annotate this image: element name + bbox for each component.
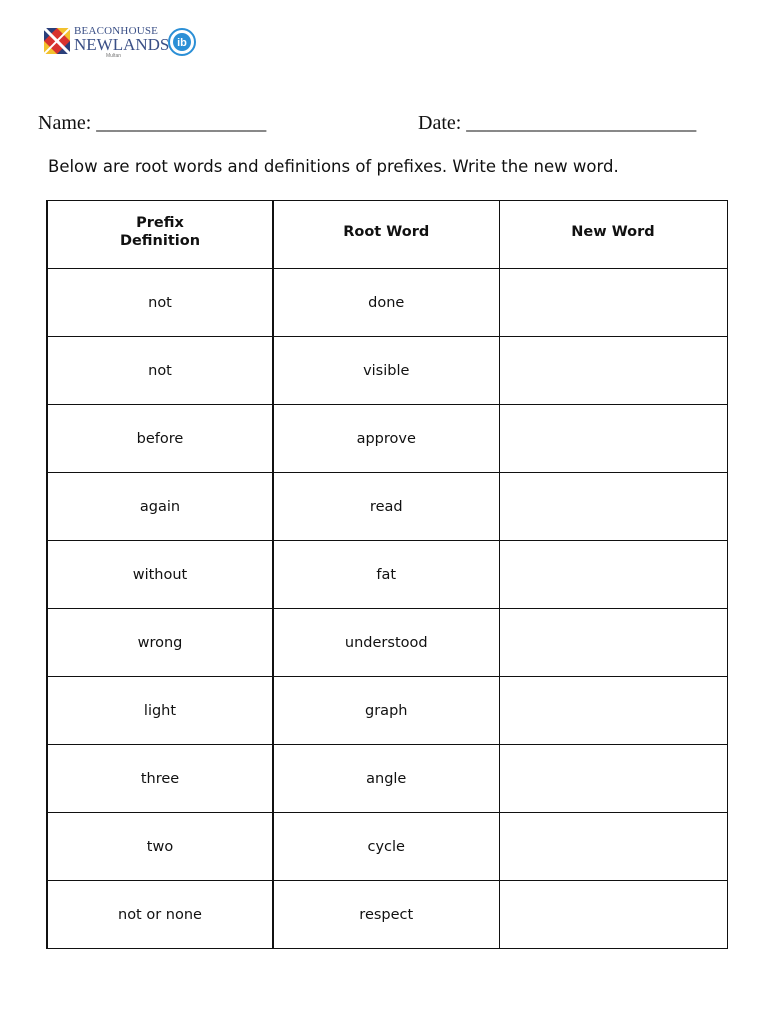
- prefix-cell: two: [47, 813, 273, 881]
- prefix-cell: wrong: [47, 609, 273, 677]
- root-cell: fat: [273, 541, 499, 609]
- prefix-cell: three: [47, 745, 273, 813]
- new-word-cell[interactable]: [499, 677, 727, 745]
- table-row: [47, 473, 727, 541]
- root-cell: cycle: [273, 813, 499, 881]
- table-row: [47, 813, 727, 881]
- prefix-cell: not: [47, 269, 273, 337]
- new-word-cell[interactable]: [499, 745, 727, 813]
- header-prefix-line1: Prefix: [136, 214, 184, 231]
- table-row: [47, 745, 727, 813]
- prefix-cell: light: [47, 677, 273, 745]
- name-field[interactable]: Name: _________________: [38, 112, 267, 134]
- prefix-cell: without: [47, 541, 273, 609]
- new-word-cell[interactable]: [499, 609, 727, 677]
- prefix-cell: not or none: [47, 881, 273, 949]
- logo-text-main: NEWLANDS: [74, 35, 170, 54]
- new-word-cell[interactable]: [499, 337, 727, 405]
- root-cell: visible: [273, 337, 499, 405]
- crest-icon: [44, 28, 70, 54]
- new-word-cell[interactable]: [499, 269, 727, 337]
- new-word-cell[interactable]: [499, 813, 727, 881]
- svg-text:ib: ib: [177, 37, 187, 49]
- header-prefix-definition: [47, 201, 273, 269]
- root-cell: approve: [273, 405, 499, 473]
- root-cell: respect: [273, 881, 499, 949]
- logo-text-top: BEACONHOUSE: [74, 25, 159, 37]
- table-row: [47, 677, 727, 745]
- table-row: [47, 337, 727, 405]
- prefix-cell: not: [47, 337, 273, 405]
- prefix-cell: before: [47, 405, 273, 473]
- prefix-worksheet-table: [46, 200, 728, 949]
- instruction-text: Below are root words and definitions of prefixes. Write the new word.: [48, 157, 619, 176]
- new-word-cell[interactable]: [499, 473, 727, 541]
- root-cell: read: [273, 473, 499, 541]
- logo-text-sub: Multan: [106, 53, 122, 59]
- root-cell: done: [273, 269, 499, 337]
- root-cell: angle: [273, 745, 499, 813]
- root-cell: graph: [273, 677, 499, 745]
- table-row: [47, 881, 727, 949]
- header-prefix-line2: Definition: [119, 232, 201, 249]
- new-word-cell[interactable]: [499, 881, 727, 949]
- header-new-word: New Word: [499, 201, 727, 269]
- prefix-cell: again: [47, 473, 273, 541]
- school-logo: [44, 24, 204, 62]
- date-field[interactable]: Date: _______________________: [418, 112, 697, 134]
- table-row: [47, 269, 727, 337]
- table-header-row: [47, 201, 727, 269]
- table-row: [47, 609, 727, 677]
- new-word-cell[interactable]: [499, 541, 727, 609]
- root-cell: understood: [273, 609, 499, 677]
- table-row: [47, 541, 727, 609]
- new-word-cell[interactable]: [499, 405, 727, 473]
- ib-icon: [168, 28, 196, 56]
- table-row: [47, 405, 727, 473]
- header-root-word: Root Word: [273, 201, 499, 269]
